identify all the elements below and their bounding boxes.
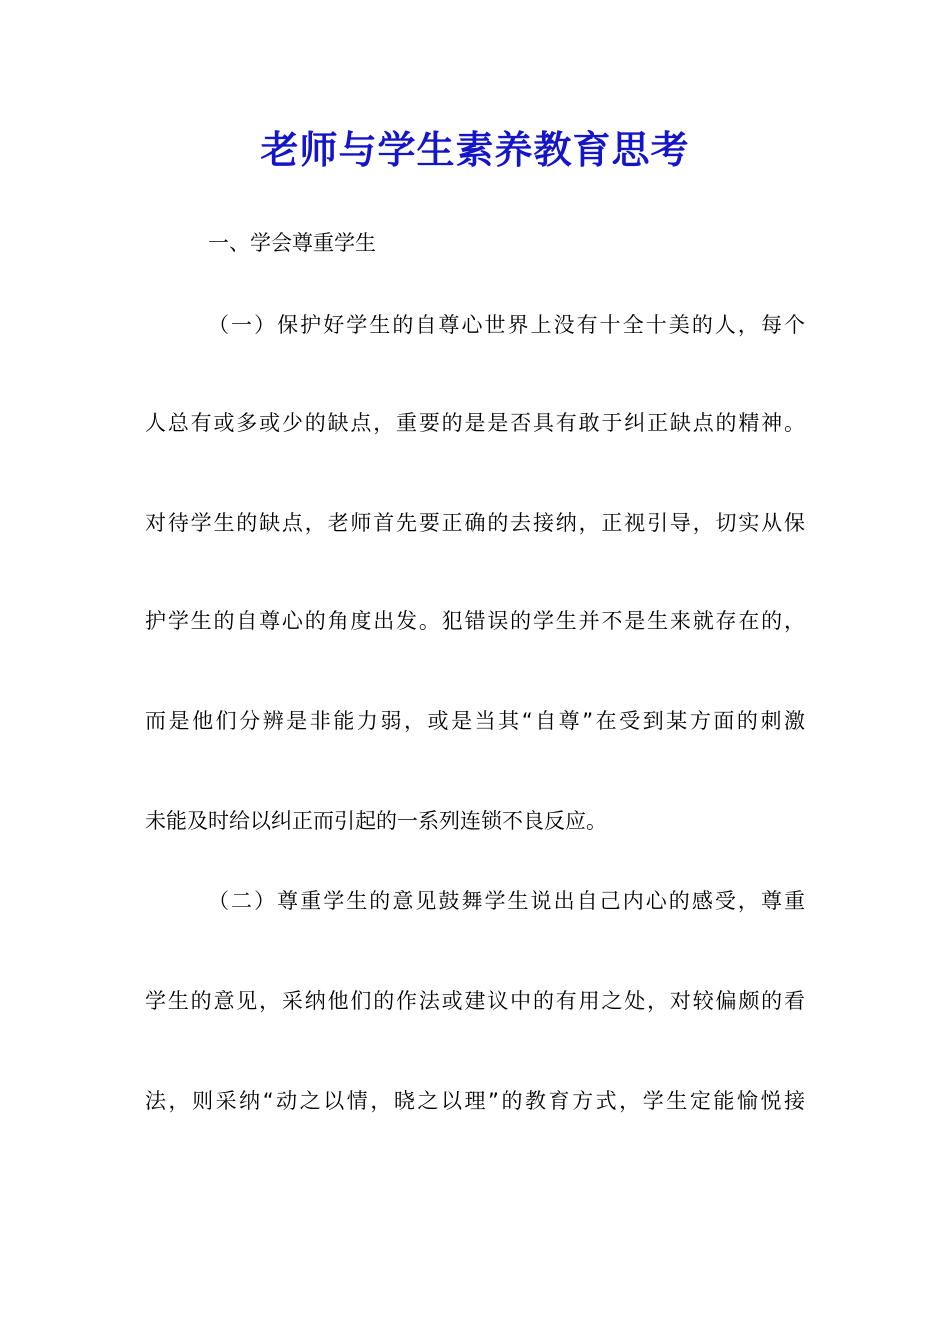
paragraph-line: 学生的意见，采纳他们的作法或建议中的有用之处，对较偏颇的看: [145, 989, 805, 1013]
paragraph-line: （一）保护好学生的自尊心世界上没有十全十美的人，每个: [208, 313, 805, 337]
paragraph-line: 对待学生的缺点，老师首先要正确的去接纳，正视引导，切实从保: [145, 511, 805, 535]
paragraph-line: （二）尊重学生的意见鼓舞学生说出自己内心的感受，尊重: [208, 889, 805, 913]
paragraph-line: 未能及时给以纠正而引起的一系列连锁不良反应。: [145, 809, 607, 833]
document-title: 老师与学生素养教育思考: [260, 127, 690, 172]
paragraph-line: 而是他们分辨是非能力弱，或是当其“自尊”在受到某方面的刺激: [145, 709, 805, 733]
paragraph-line: 人总有或多或少的缺点，重要的是是否具有敢于纠正缺点的精神。: [145, 411, 805, 435]
section-heading: 一、学会尊重学生: [208, 231, 376, 255]
paragraph-line: 护学生的自尊心的角度出发。犯错误的学生并不是生来就存在的，: [145, 609, 805, 633]
paragraph-line: 法，则采纳“动之以情，晓之以理”的教育方式，学生定能愉悦接: [145, 1089, 805, 1113]
